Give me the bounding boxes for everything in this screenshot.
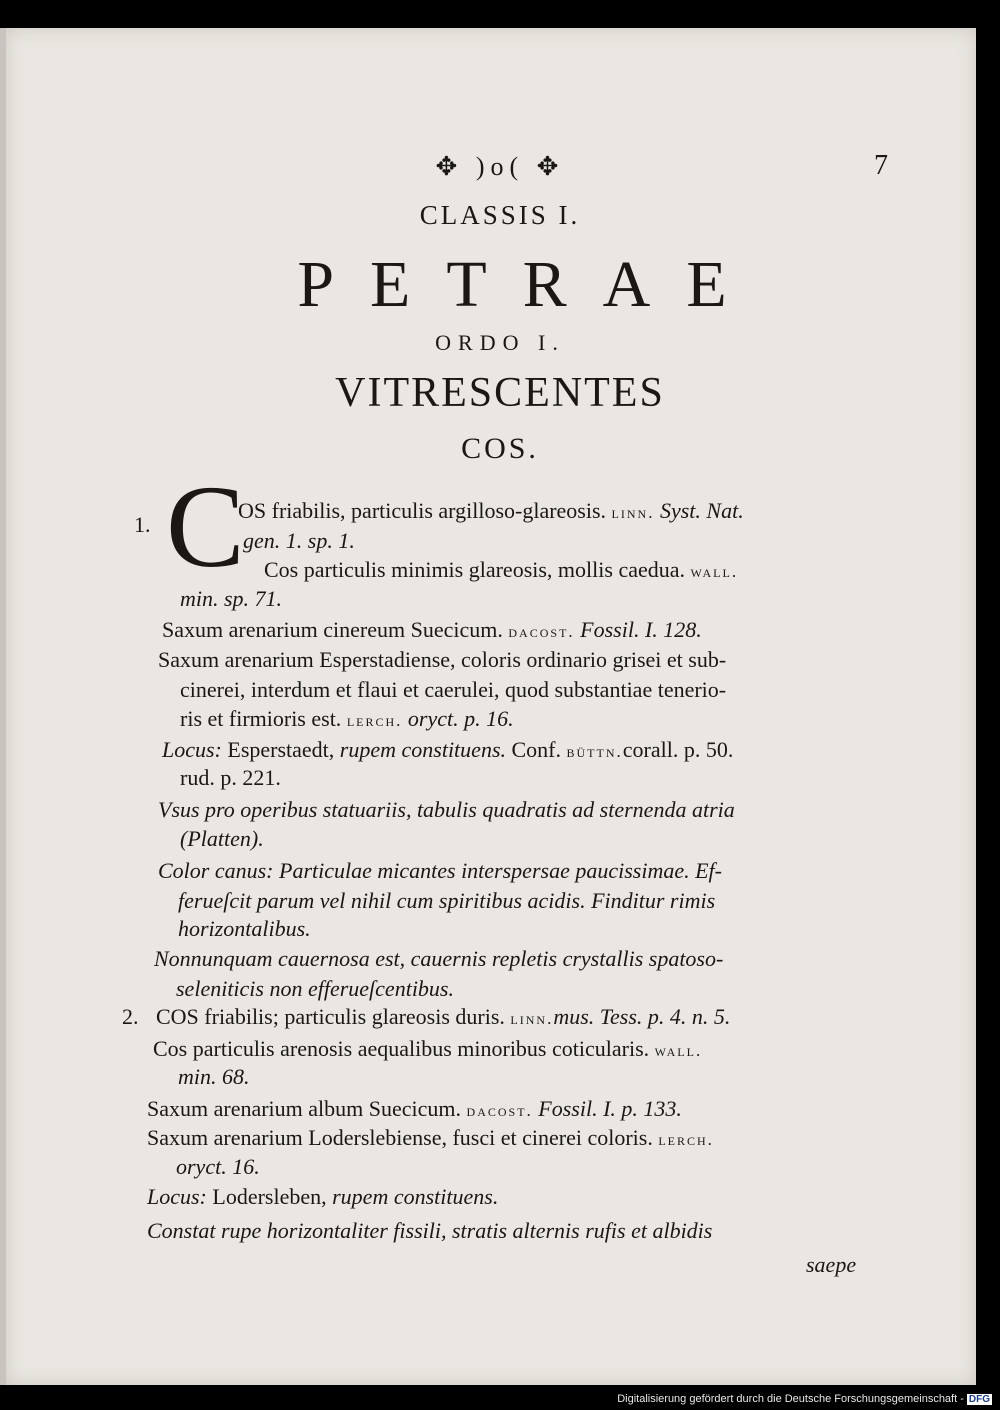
text-line: Color canus: Particulae micantes interspersae paucissimae. Ef-: [158, 858, 722, 883]
text-line: Saxum arenarium cinereum Suecicum. dacost. Fossil. I. 128.: [162, 617, 702, 642]
text-line: min. sp. 71.: [180, 586, 283, 611]
text-line: cinerei, interdum et flaui et caerulei, quod substantiae tenerio-: [180, 677, 727, 702]
text-line: seleniticis non efferueſcentibus.: [176, 976, 454, 1001]
text-line: ferueſcit parum vel nihil cum spiritibus acidis. Finditur rimis: [178, 888, 716, 913]
text-line: gen. 1. sp. 1.: [243, 528, 355, 553]
dfg-logo: DFG: [968, 1394, 990, 1405]
classis-heading: CLASSIS I.: [419, 200, 581, 230]
catchword: saepe: [806, 1252, 857, 1277]
page-number: 7: [874, 150, 888, 181]
page-title: PETRAE: [297, 248, 763, 321]
text-line: Saxum arenarium Loderslebiense, fusci et cinerei coloris. lerch.: [147, 1125, 714, 1150]
text-line: Vsus pro operibus statuariis, tabulis quadratis ad sternenda atria: [158, 797, 735, 822]
text-line: COS friabilis; particulis glareosis duris. linn.mus. Tess. p. 4. n. 5.: [156, 1004, 731, 1029]
text-line: ris et firmioris est. lerch. oryct. p. 16.: [180, 706, 514, 731]
genus-heading: COS.: [461, 432, 539, 465]
text-line: Saxum arenarium Esperstadiense, coloris ordinario grisei et sub-: [158, 647, 727, 672]
text-line: Locus: Lodersleben, rupem constituens.: [147, 1184, 499, 1209]
text-line: rud. p. 221.: [180, 765, 281, 790]
entry-number: 1.: [134, 512, 151, 537]
text-line: Nonnunquam cauernosa est, cauernis repletis crystallis spatoso-: [154, 946, 724, 971]
header-ornament: ✥ )o( ✥: [435, 152, 565, 181]
text-line: Locus: Esperstaedt, rupem constituens. Conf. büttn.corall. p. 50.: [162, 737, 734, 762]
drop-cap: C: [166, 461, 245, 592]
entry-number: 2.: [122, 1004, 139, 1029]
text-line: (Platten).: [180, 826, 264, 851]
text-line: oryct. 16.: [176, 1154, 260, 1179]
text-line: OS friabilis, particulis argilloso-glareosis. linn. Syst. Nat.: [238, 498, 744, 523]
footer-credit: Digitalisierung gefördert durch die Deutsche Forschungsgemeinschaft - DFG: [617, 1393, 990, 1405]
text-line: Cos particulis minimis glareosis, mollis caedua. wall.: [264, 557, 739, 582]
ordo-title: VITRESCENTES: [335, 370, 665, 416]
text-line: Saxum arenarium album Suecicum. dacost. Fossil. I. p. 133.: [147, 1096, 682, 1121]
ordo-heading: ORDO I.: [435, 330, 565, 355]
text-line: Cos particulis arenosis aequalibus minoribus coticularis. wall.: [153, 1036, 703, 1061]
text-line: horizontalibus.: [178, 916, 311, 941]
text-line: min. 68.: [178, 1064, 250, 1089]
text-line: Constat rupe horizontaliter fissili, stratis alternis rufis et albidis: [147, 1218, 713, 1243]
